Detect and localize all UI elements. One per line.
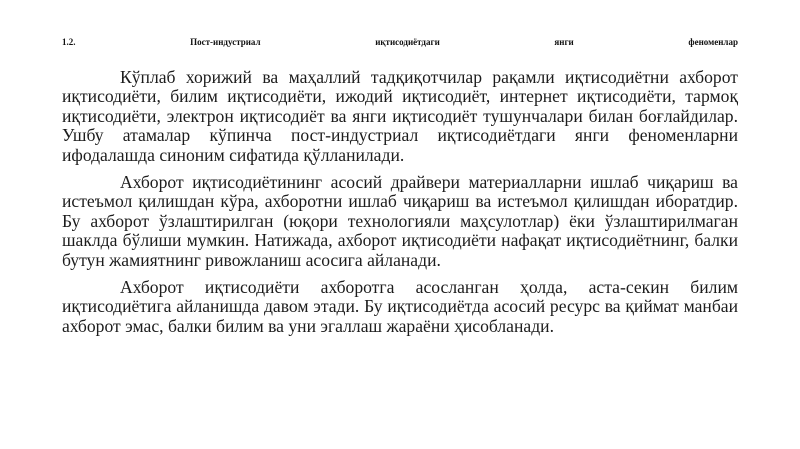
heading-word: Пост-индустриал — [190, 37, 261, 47]
heading-word: иқтисодиётдаги — [375, 37, 440, 47]
paragraph: Кўплаб хорижий ва маҳаллий тадқиқотчилар рақамли иқтисодиётни ахборот иқтисодиёти, билим иқтисодиёти, ижодий иқтисодиёт, интернет иқтисодиёти, тармоқ иқтисодиёти, электрон иқтисодиёт ва янги иқтисодиёт тушунчалари билан боғлайдилар. Ушбу атамалар кўпинча пост-индустриал иқтисодиётдаги янги феноменларни ифодалашда синоним сифатида қўлланилади. — [62, 67, 738, 165]
paragraph: Ахборот иқтисодиёти ахборотга асосланган ҳолда, аста-секин билим иқтисодиётига айланишда давом этади. Бу иқтисодиётда асосий ресурс ва қиймат манбаи ахборот эмас, балки билим ва уни эгаллаш жараёни ҳисобланади. — [62, 277, 738, 336]
body-text — [62, 68, 738, 344]
heading-word: феноменлар — [688, 37, 738, 47]
section-number: 1.2. — [62, 37, 76, 47]
section-heading — [62, 37, 738, 48]
paragraph: Ахборот иқтисодиётининг асосий драйвери материалларни ишлаб чиқариш ва истеъмол қилишдан кўра, ахборотни ишлаб чиқариш ва истеъмол қилишдан иборатдир. Бу ахборот ўзлаштирилган (юқори технологияли маҳсулотлар) ёки ўзлаштирилмаган шаклда бўлиши мумкин. Натижада, ахборот иқтисодиёти нафақат иқтисодиётнинг, балки бутун жамиятнинг ривожланиш асосига айланади. — [62, 172, 738, 270]
heading-word: янги — [554, 37, 574, 47]
